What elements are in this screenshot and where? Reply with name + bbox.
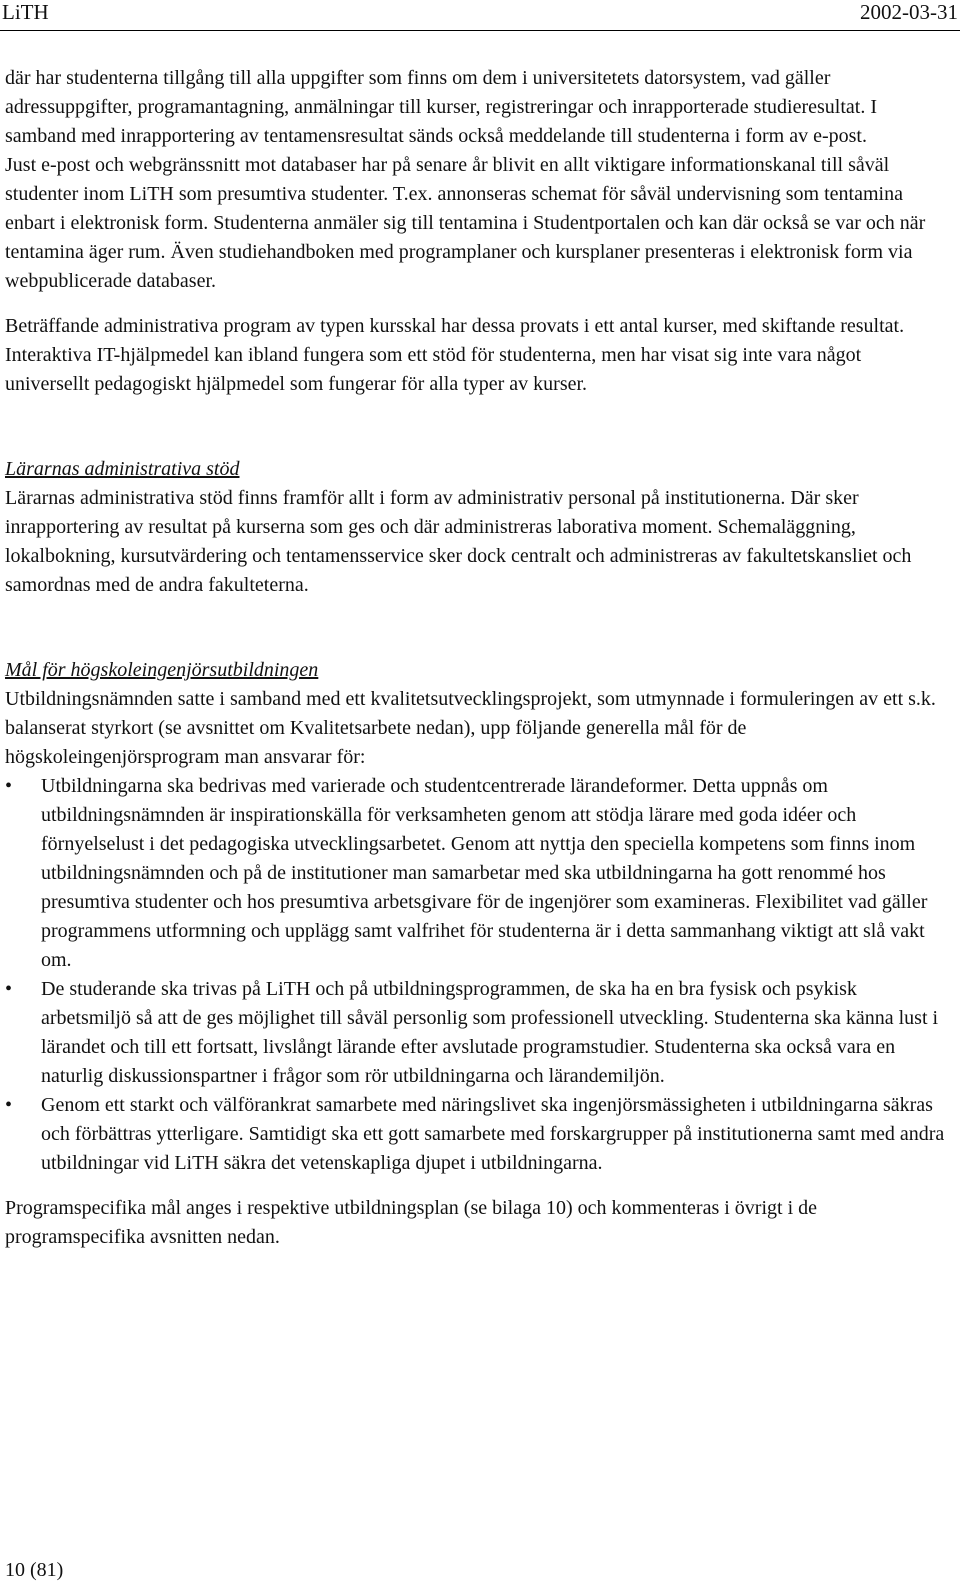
header-institution: LiTH <box>2 0 49 24</box>
header-date: 2002-03-31 <box>860 0 958 24</box>
page-header <box>0 0 960 24</box>
bullet-marker: • <box>5 978 13 1000</box>
bullet-marker: • <box>5 775 13 797</box>
list-item-text: Utbildningarna ska bedrivas med varierade och studentcentrerade lärandeformer. Detta uppnås om utbildningsnämnden är inspirationskälla för verksamheten genom att stödja lärare med goda idéer och förnyelselust i det pedagogiska utvecklingsarbetet. Genom att nyttja den speciella kompetens som finns inom utbildningsnämnden och på de institutioner man samarbetar med ska utbildningarna ha gott renommé hos presumtiva studenter och hos presumtiva arbetsgivare för de ingenjörer som examineras. Flexibilitet vad gäller programmens utformning och upplägg samt valfrihet för studenterna är i detta sammanhang viktigt att slå vakt om. <box>41 775 928 971</box>
list-item-text: De studerande ska trivas på LiTH och på utbildningsprogrammen, de ska ha en bra fysisk och psykisk arbetsmiljö så att de ges möjlighet till såväl personlig som professionell utveckling. Studenterna ska känna lust i lärandet och till ett fortsatt, livslångt lärande efter avslutade programstudier. Studenterna ska också vara en naturlig diskussionspartner i frågor som rör utbildningarna och lärandemiljön. <box>41 978 939 1087</box>
list-item <box>5 772 950 975</box>
page-number: 10 (81) <box>5 1559 64 1581</box>
bullet-marker: • <box>5 1094 13 1116</box>
section-heading-teacher-support: Lärarnas administrativa stöd <box>5 458 240 480</box>
paragraph-email-web: Just e-post och webgränssnitt mot databaser har på senare år blivit en allt viktigare informationskanal till såväl studenter inom LiTH som presumtiva studenter. T.ex. annonseras schemat för såväl undervisning som tentamina enbart i elektronisk form. Studenterna anmäler sig till tentamina i Studentportalen och kan där också se var och när tentamina äger rum. Även studiehandboken med programplaner och kursplaner presenteras i elektronisk form via webpublicerade databaser. <box>5 154 926 292</box>
document-body <box>5 64 950 1252</box>
paragraph-student-systems: där har studenterna tillgång till alla uppgifter som finns om dem i universitetets datorsystem, vad gäller adressuppgifter, programantagning, anmälningar till kurser, registreringar och inrapporterade studieresultat. I samband med inrapportering av tentamensresultat sänds också meddelande till studenterna i form av e-post. <box>5 67 877 147</box>
section-heading-goals: Mål för högskoleingenjörsutbildningen <box>5 659 319 681</box>
paragraph-admin-programs: Beträffande administrativa program av typen kursskal har dessa provats i ett antal kurser, med skiftande resultat. Interaktiva IT-hjälpmedel kan ibland fungera som ett stöd för studenterna, men har visat sig inte vara något universellt pedagogiskt hjälpmedel som fungerar för alla typer av kurser. <box>5 315 905 395</box>
paragraph-goals-intro: Utbildningsnämnden satte i samband med ett kvalitetsutvecklingsprojekt, som utmynnade i formuleringen av ett s.k. balanserat styrkort (se avsnittet om Kvalitetsarbete nedan), upp följande generella mål för de högskoleingenjörsprogram man ansvarar för: <box>5 688 936 768</box>
paragraph-teacher-support: Lärarnas administrativa stöd finns framför allt i form av administrativ personal på institutionerna. Där sker inrapportering av resultat på kurserna som ges och där administreras laborativa moment. Schemaläggning, lokalbokning, kursutvärdering och tentamensservice sker dock centralt och administreras av fakultetskansliet och samordnas med de andra fakulteterna. <box>5 487 912 596</box>
list-item <box>5 975 950 1091</box>
goals-list <box>5 772 950 1178</box>
list-item <box>5 1091 950 1178</box>
header-divider <box>0 30 960 31</box>
paragraph-program-goals: Programspecifika mål anges i respektive utbildningsplan (se bilaga 10) och kommenteras i övrigt i de programspecifika avsnitten nedan. <box>5 1197 818 1248</box>
list-item-text: Genom ett starkt och välförankrat samarbete med näringslivet ska ingenjörsmässigheten i utbildningarna säkras och förbättras ytterligare. Samtidigt ska ett gott samarbete med forskargrupper på institutionerna samt med andra utbildningar vid LiTH säkra det vetenskapliga djupet i utbildningarna. <box>41 1094 945 1174</box>
